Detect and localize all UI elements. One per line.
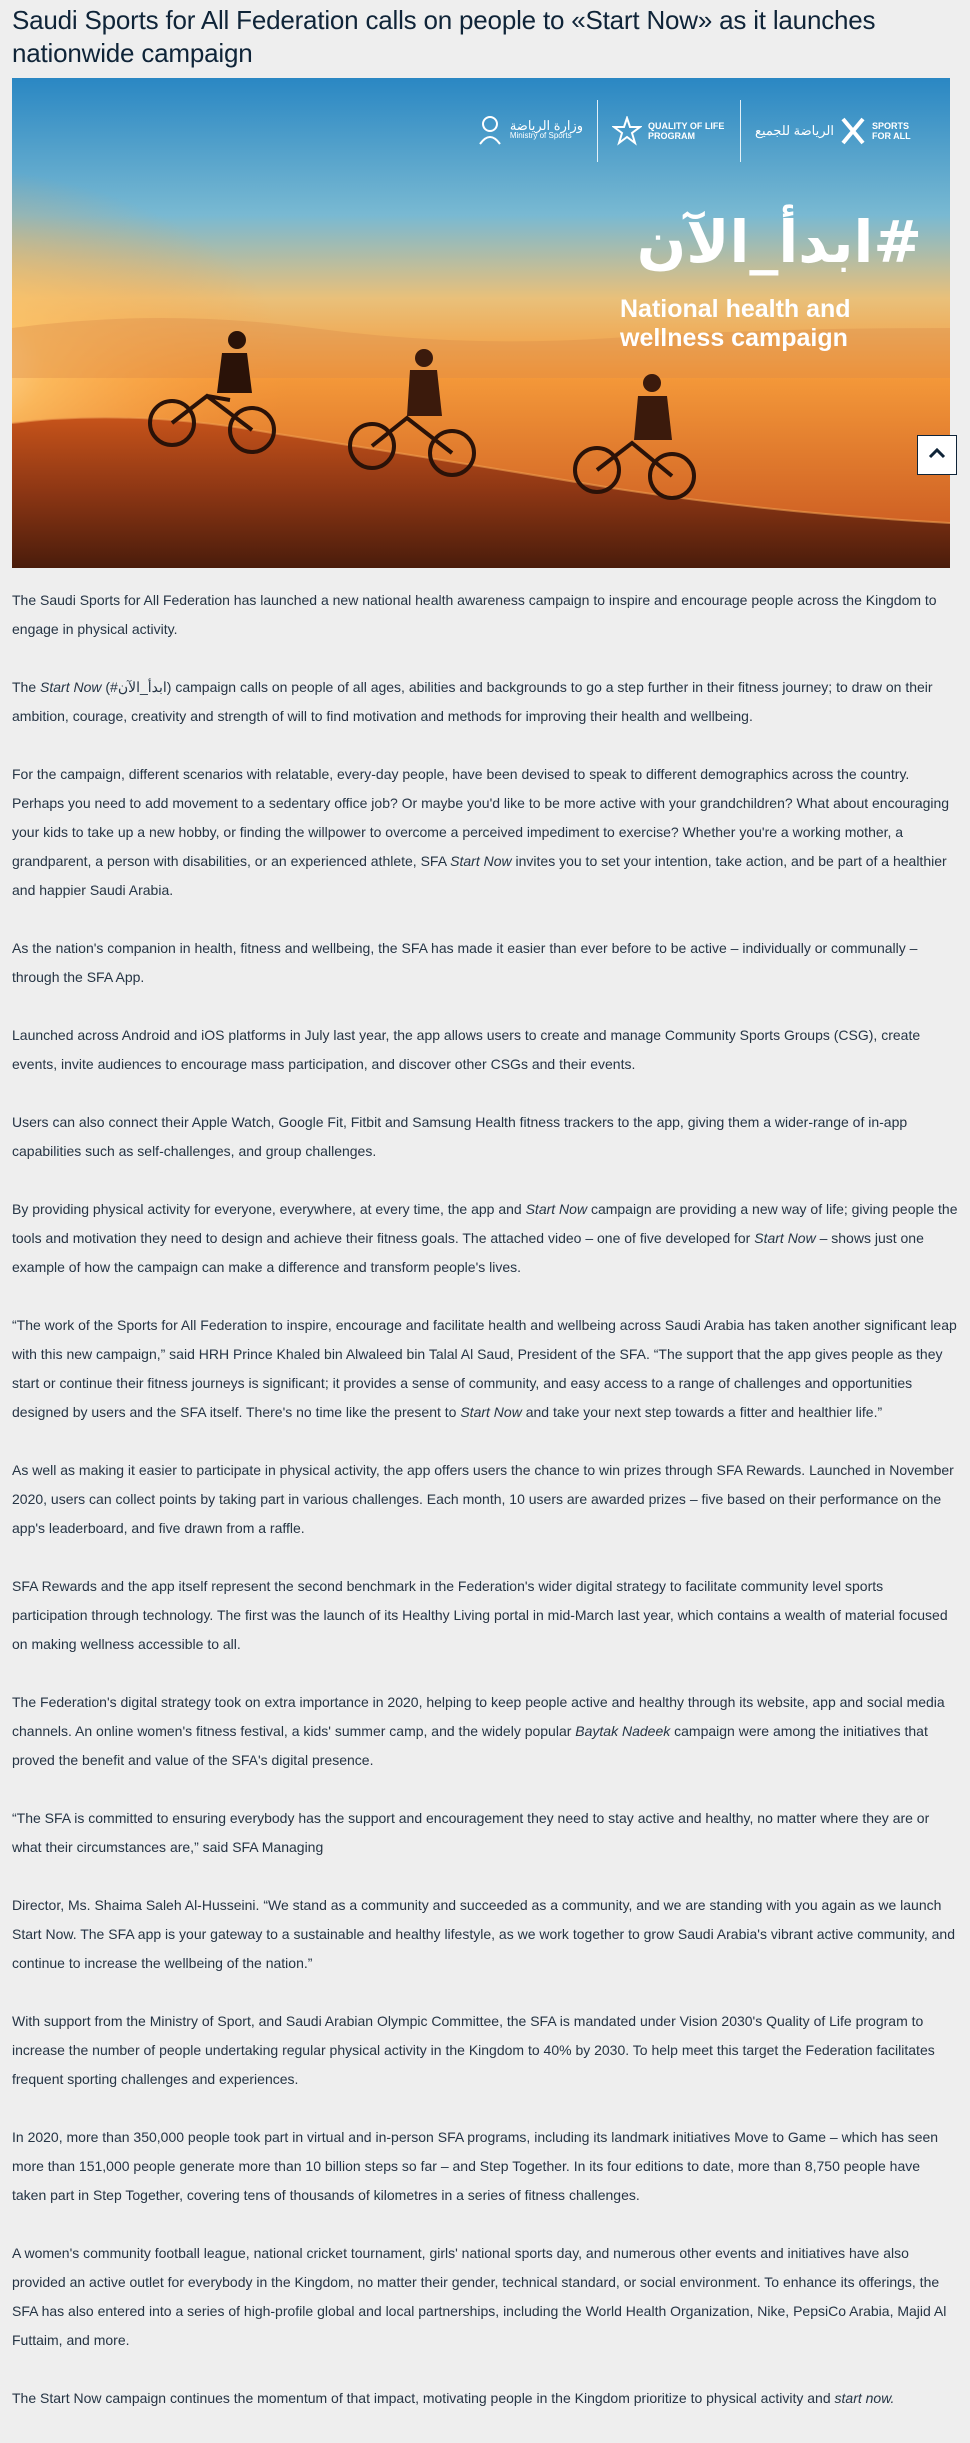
article-paragraph xyxy=(12,1311,958,1427)
ministry-logo: وزارة الرياضة Ministry of Sports xyxy=(476,114,583,148)
article-paragraph xyxy=(12,673,958,731)
article-paragraph xyxy=(12,1688,958,1775)
paragraph-text: “The work of the Sports for All Federation to inspire, encourage and facilitate health and wellbeing across Saudi Arabia has taken another significant leap with this new campaign,” said HRH Prince Khaled bin Alwaleed bin Talal Al Saud, President of the SFA. “The support that the app gives people as they start or continue their fitness journeys is significant; it provides a sense of community, and easy access to a range of challenges and opportunities designed by users and the SFA itself. There's no time like the present to xyxy=(12,1317,957,1420)
paragraph-text: “The SFA is committed to ensuring everybody has the support and encouragement they need to stay active and healthy, no matter where they are or what their circumstances are,” said SFA Managing xyxy=(12,1810,930,1855)
paragraph-text: For the campaign, different scenarios with relatable, every-day people, have been devised to speak to different demographics across the country. Perhaps you need to add movement to a sedentary office job? Or maybe you'd like to be more active with your grandchildren? What about encouraging your kids to take up a new hobby, or finding the willpower to overcome a perceived impediment to exercise? Whether you're a working mother, a grandparent, a person with disabilities, or an experienced athlete, SFA xyxy=(12,766,950,869)
scroll-to-top-button[interactable] xyxy=(917,435,957,475)
paragraph-text: As the nation's companion in health, fitness and wellbeing, the SFA has made it easier than ever before to be active – individually or communally – through the SFA App. xyxy=(12,940,918,985)
emphasis-text: start now. xyxy=(834,2390,895,2406)
article-paragraph xyxy=(12,1804,958,1862)
emphasis-text: Start Now xyxy=(460,1404,522,1420)
emphasis-text: Start Now xyxy=(450,853,512,869)
article-paragraph xyxy=(12,1021,958,1079)
article-paragraph xyxy=(12,760,958,905)
article-body xyxy=(12,586,958,2413)
paragraph-text: The Saudi Sports for All Federation has launched a new national health awareness campaign to inspire and encourage people across the Kingdom to engage in physical activity. xyxy=(12,592,937,637)
paragraph-text: With support from the Ministry of Sport, and Saudi Arabian Olympic Committee, the SFA is mandated under Vision 2030's Quality of Life program to increase the number of people undertaking regular physical activity in the Kingdom to 40% by 2030. To help meet this target the Federation facilitates frequent sporting challenges and experiences. xyxy=(12,2013,935,2087)
article-paragraph xyxy=(12,586,958,644)
sfa-logo: الرياضة للجميع SPORTS FOR ALL xyxy=(755,116,922,146)
paragraph-text: A women's community football league, national cricket tournament, girls' national sports day, and numerous other events and initiatives have also provided an active outlet for everybody in the Kingdom, no matter their gender, technical standard, or social environment. To enhance its offerings, the SFA has also entered into a series of high-profile global and local partnerships, including the World Health Organization, Nike, PepsiCo Arabia, Majid Al Futtaim, and more. xyxy=(12,2245,947,2348)
paragraph-text: The Federation's digital strategy took on extra importance in 2020, helping to keep people active and healthy through its website, app and social media channels. An online women's fitness festival, a kids' summer camp, and the widely popular xyxy=(12,1694,945,1739)
article-paragraph xyxy=(12,2123,958,2210)
paragraph-text: and take your next step towards a fitter and healthier life.” xyxy=(521,1404,883,1420)
hero-image xyxy=(12,78,950,568)
paragraph-text: In 2020, more than 350,000 people took part in virtual and in-person SFA programs, including its landmark initiatives Move to Game – which has seen more than 151,000 people generate more than 10 billion steps so far – and Step Together. In its four editions to date, more than 8,750 people have taken part in Step Together, covering tens of thousands of kilometres in a series of fitness challenges. xyxy=(12,2129,939,2203)
emphasis-text: Start Now xyxy=(525,1201,588,1217)
sfa-x-icon xyxy=(840,116,866,146)
emphasis-text: Baytak Nadeek xyxy=(575,1723,671,1739)
paragraph-text: campaign are providing a new way of life; giving people the tools and motivation they need to design and achieve their fitness goals. The attached video – one of five developed for xyxy=(12,1201,958,1246)
paragraph-text: SFA Rewards and the app itself represent the second benchmark in the Federation's wider digital strategy to facilitate community level sports participation through technology. The first was the launch of its Healthy Living portal in mid-March last year, which contains a wealth of material focused on making wellness accessible to all. xyxy=(12,1578,948,1652)
paragraph-text: campaign were among the initiatives that proved the benefit and value of the SFA's digital presence. xyxy=(12,1723,928,1768)
paragraph-text: Users can also connect their Apple Watch, Google Fit, Fitbit and Samsung Health fitness trackers to the app, giving them a wider-range of in-app capabilities such as self-challenges, and group challenges. xyxy=(12,1114,908,1159)
qol-logo: QUALITY OF LIFE PROGRAM xyxy=(612,116,726,146)
paragraph-text: – shows just one example of how the campaign can make a difference and transform people's lives. xyxy=(12,1230,924,1275)
article-paragraph xyxy=(12,1456,958,1543)
paragraph-text: invites you to set your intention, take action, and be part of a healthier and happier Saudi Arabia. xyxy=(12,853,947,898)
paragraph-text: The xyxy=(12,679,41,695)
logo-divider xyxy=(597,100,598,162)
emphasis-text: Start Now xyxy=(40,679,102,695)
article-paragraph xyxy=(12,1108,958,1166)
qol-star-icon xyxy=(612,116,642,146)
article-paragraph xyxy=(12,2007,958,2094)
paragraph-text: Launched across Android and iOS platforms in July last year, the app allows users to create and manage Community Sports Groups (CSG), create events, invite audiences to encourage mass participation, and discover other CSGs and their events. xyxy=(12,1027,921,1072)
paragraph-text: As well as making it easier to participate in physical activity, the app offers users the chance to win prizes through SFA Rewards. Launched in November 2020, users can collect points by taking part in various challenges. Each month, 10 users are awarded prizes – five based on their performance on the app's leaderboard, and five drawn from a raffle. xyxy=(12,1462,954,1536)
emphasis-text: Start Now xyxy=(754,1230,816,1246)
article-paragraph xyxy=(12,2384,958,2413)
campaign-hashtag: #ابدأ_الآن xyxy=(636,208,922,276)
chevron-up-icon xyxy=(928,446,946,464)
paragraph-text: (#ابدأ_الآن) campaign calls on people of all ages, abilities and backgrounds to go a step further in their fitness journey; to draw on their ambition, courage, creativity and strength of will to find motivation and methods for improving their health and wellbeing. xyxy=(12,679,933,724)
article-paragraph xyxy=(12,1195,958,1282)
ministry-emblem-icon xyxy=(476,114,504,148)
page-title: Saudi Sports for All Federation calls on people to «Start Now» as it launches nationwide campaign xyxy=(12,5,876,68)
campaign-caption: National health and wellness campaign xyxy=(620,295,851,352)
article-paragraph xyxy=(12,1891,958,1978)
article-paragraph xyxy=(12,934,958,992)
paragraph-text: The Start Now campaign continues the momentum of that impact, motivating people in the Kingdom prioritize to physical activity and xyxy=(12,2390,835,2406)
article-paragraph xyxy=(12,1572,958,1659)
paragraph-text: By providing physical activity for everyone, everywhere, at every time, the app and xyxy=(12,1201,526,1217)
paragraph-text: Director, Ms. Shaima Saleh Al-Husseini. “We stand as a community and succeeded as a community, and we are standing with you again as we launch Start Now. The SFA app is your gateway to a sustainable and healthy lifestyle, as we work together to grow Saudi Arabia's vibrant active community, and continue to increase the wellbeing of the nation.” xyxy=(12,1897,955,1971)
logo-divider xyxy=(740,100,741,162)
article-paragraph xyxy=(12,2239,958,2355)
partner-logos xyxy=(476,100,922,162)
